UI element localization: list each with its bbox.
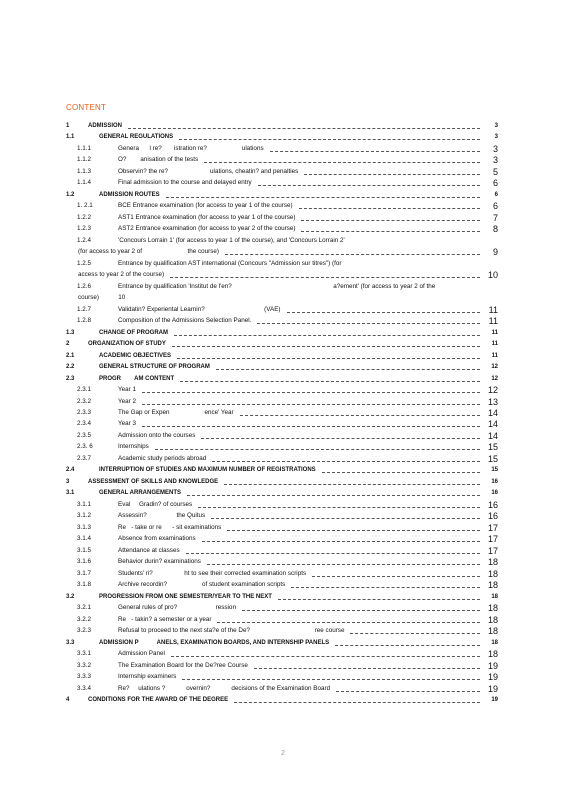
toc-entry-number: 3.3.2 — [77, 661, 92, 669]
toc-entry[interactable] — [0, 144, 566, 154]
toc-entry-number: 3.3.3 — [77, 673, 92, 681]
toc-entry-page: 18 — [487, 557, 498, 568]
toc-entry-page: 8 — [492, 224, 498, 235]
toc-entry-number: 1.3 — [66, 329, 75, 336]
toc-entry[interactable] — [0, 672, 566, 682]
toc-entry-page: 12 — [491, 364, 498, 371]
toc-entry-page: 19 — [487, 672, 498, 683]
toc-leader-line — [201, 438, 480, 439]
toc-entry-page: 17 — [487, 522, 498, 533]
toc-entry-title: CHANGE OF PROGRAM — [99, 329, 168, 336]
toc-entry[interactable] — [0, 305, 566, 315]
toc-entry-page: 15 — [491, 467, 498, 474]
toc-entry-title: ADMISSION ROUTES — [99, 191, 160, 198]
toc-entry-title: Admission onto the courses — [118, 431, 196, 439]
toc-entry[interactable] — [0, 419, 566, 429]
page-number: 2 — [281, 750, 285, 757]
toc-entry-title: Eval Gradin? of courses — [118, 500, 193, 508]
toc-entry-title: Entrance by qualification AST international (Concours "Admission sur titres") (for — [118, 259, 342, 267]
toc-entry-page: 16 — [487, 511, 498, 522]
toc-entry-title: PROGRESSION FROM ONE SEMESTER/YEAR TO THE NEXT — [99, 593, 272, 600]
toc-entry-title: Genera l re? istration re? ulations — [118, 144, 264, 152]
toc-entry[interactable] — [0, 374, 566, 384]
toc-entry[interactable] — [0, 465, 566, 475]
toc-entry-title: Attendance at classes — [118, 546, 180, 554]
toc-entry[interactable] — [0, 488, 566, 498]
toc-entry-number: 3.1.6 — [77, 558, 92, 566]
toc-entry-page: 19 — [491, 697, 498, 703]
toc-entry-number: 3.2.3 — [77, 627, 92, 635]
toc-entry-page: 18 — [487, 580, 498, 591]
toc-entry-title: GENERAL ARRANGEMENTS — [99, 490, 182, 497]
toc-entry-page: 18 — [487, 603, 498, 614]
toc-entry[interactable] — [0, 167, 566, 177]
toc-entry-page: 6 — [492, 201, 498, 212]
toc-entry[interactable] — [0, 385, 566, 395]
toc-leader-line — [299, 208, 480, 209]
toc-leader-line — [335, 645, 480, 646]
toc-entry[interactable] — [0, 178, 566, 188]
toc-leader-line — [254, 668, 480, 669]
toc-entry-title: Re - takin? a semester or a year — [118, 615, 212, 623]
toc-entry-title: Final admission to the course and delayed entry — [118, 179, 252, 187]
toc-leader-line — [142, 392, 480, 393]
toc-leader-line — [212, 461, 480, 462]
toc-entry-page: 18 — [491, 593, 498, 600]
toc-entry-number: 1.2.4 — [77, 236, 92, 244]
toc-entry-number: 1. 2.1 — [77, 202, 93, 210]
toc-leader-line — [312, 576, 480, 577]
toc-entry-page: 9 — [492, 247, 498, 258]
toc-leader-line — [301, 220, 480, 221]
toc-entry-page: 12 — [491, 375, 498, 382]
toc-leader-line — [182, 679, 480, 680]
toc-entry-number: 1.2 — [66, 191, 75, 198]
toc-entry-number: 4 — [66, 697, 70, 703]
toc-leader-line — [336, 691, 480, 692]
toc-leader-line — [287, 312, 480, 313]
toc-entry[interactable] — [0, 293, 566, 303]
toc-entry-page: 18 — [487, 626, 498, 637]
toc-entry-page: 14 — [487, 419, 498, 430]
toc-entry-page: 5 — [492, 166, 498, 177]
toc-entry[interactable] — [0, 328, 566, 338]
toc-entry-page: 11 — [491, 329, 498, 336]
toc-entry-title: CONDITIONS FOR THE AWARD OF THE DEGREE — [88, 697, 229, 703]
toc-entry-number: 3.1.1 — [77, 500, 92, 508]
toc-entry[interactable] — [0, 615, 566, 625]
toc-entry-number: 3.2 — [66, 593, 75, 600]
toc-leader-line — [270, 151, 480, 152]
toc-entry-page: 19 — [487, 683, 498, 694]
toc-entry-page: 12 — [487, 385, 498, 396]
toc-entry[interactable] — [0, 236, 566, 246]
toc-entry-title: Academic study periods abroad — [118, 454, 207, 462]
toc-entry-number: 2.3.1 — [77, 386, 92, 394]
toc-entry-number: 1.1.4 — [77, 179, 92, 187]
toc-entry[interactable] — [0, 592, 566, 602]
toc-entry-number: 1 — [66, 123, 70, 129]
toc-leader-line — [211, 518, 480, 519]
toc-entry-title: Validatin? Experiental Learnin? (VAE) — [118, 305, 281, 313]
toc-entry-page: 11 — [488, 304, 498, 315]
toc-entry[interactable] — [0, 511, 566, 521]
toc-entry-number: 2.3.4 — [77, 420, 92, 428]
toc-leader-line — [227, 530, 480, 531]
toc-entry-title: General rules of pro? ression — [118, 604, 236, 612]
toc-entry-page: 15 — [487, 453, 498, 464]
toc-entry-title: course) 10 — [78, 294, 126, 302]
toc-entry[interactable] — [0, 362, 566, 372]
toc-entry-page: 18 — [487, 614, 498, 625]
toc-entry[interactable] — [0, 500, 566, 510]
toc-entry-title: ACADEMIC OBJECTIVES — [99, 352, 172, 359]
toc-leader-line — [207, 564, 480, 565]
toc-entry[interactable] — [0, 259, 566, 269]
toc-entry[interactable] — [0, 477, 566, 487]
toc-entry-number: 2 — [66, 341, 70, 348]
toc-entry-number: 2.3 — [66, 375, 75, 382]
toc-entry-number: 2.3. 6 — [77, 443, 93, 451]
toc-entry-number: 3.1.2 — [77, 512, 92, 520]
toc-entry-title: ADMISSION P ANELS, EXAMINATION BOARDS, AND INTERNSHIP PANELS — [99, 639, 330, 646]
toc-entry-title: Year 3 — [118, 420, 136, 428]
toc-entry[interactable] — [0, 638, 566, 648]
toc-entry-page: 10 — [487, 270, 498, 281]
toc-entry[interactable] — [0, 247, 566, 257]
toc-entry-number: 2.4 — [66, 467, 75, 474]
toc-leader-line — [216, 369, 480, 370]
toc-entry-page: 16 — [487, 499, 498, 510]
toc-leader-line — [257, 323, 480, 324]
toc-entry[interactable] — [0, 155, 566, 165]
toc-entry-number: 1.2.3 — [77, 225, 92, 233]
toc-entry-title: Students' ri? ht to see their corrected examination scripts — [118, 569, 307, 577]
toc-entry-number: 2.2 — [66, 364, 75, 371]
toc-entry[interactable] — [0, 408, 566, 418]
toc-leader-line — [202, 541, 480, 542]
toc-entry[interactable] — [0, 580, 566, 590]
toc-entry[interactable] — [0, 603, 566, 613]
toc-entry[interactable] — [0, 213, 566, 223]
toc-entry-title: GENERAL REGULATIONS — [99, 134, 174, 141]
toc-entry[interactable] — [0, 523, 566, 533]
toc-entry-number: 3.3.1 — [77, 650, 92, 658]
toc-entry[interactable] — [0, 557, 566, 567]
toc-entry-page: 19 — [487, 660, 498, 671]
toc-heading: CONTENT — [66, 103, 107, 112]
toc-entry-number: 2.3.3 — [77, 409, 92, 416]
toc-entry[interactable] — [0, 569, 566, 579]
toc-entry-number: 2.3.7 — [77, 454, 92, 462]
toc-entry-title: Re? ulations ? overnin? decisions of the Examination Board — [118, 684, 331, 692]
toc-entry-title: Observin? the re? ulations, cheatin? and penalties — [118, 167, 299, 175]
toc-entry-title: access to year 2 of the course) — [78, 271, 165, 279]
toc-entry-number: 1.1.2 — [77, 156, 92, 164]
toc-entry[interactable] — [0, 339, 566, 349]
toc-entry-number: 3.2.2 — [77, 615, 92, 623]
toc-entry-number: 2.1 — [66, 352, 75, 359]
toc-leader-line — [301, 231, 480, 232]
toc-entry[interactable] — [0, 270, 566, 280]
toc-leader-line — [322, 472, 480, 473]
toc-leader-line — [128, 128, 480, 129]
toc-leader-line — [142, 426, 480, 427]
toc-leader-line — [258, 185, 480, 186]
toc-entry-number: 1.1.1 — [77, 144, 92, 152]
toc-leader-line — [174, 335, 480, 336]
toc-entry-page: 3 — [492, 155, 498, 166]
toc-entry-title: Assessin? the Quitus — [118, 512, 206, 520]
toc-entry-page: 18 — [491, 639, 498, 646]
toc-entry-page: 11 — [491, 341, 498, 348]
toc-entry-page: 3 — [492, 143, 498, 154]
toc-entry[interactable] — [0, 224, 566, 234]
toc-leader-line — [180, 381, 480, 382]
toc-leader-line — [179, 139, 480, 140]
toc-entry-title: Re - take or re - sit examinations — [118, 523, 222, 531]
toc-entry-title: Internships — [118, 443, 149, 451]
toc-entry-page: 17 — [487, 534, 498, 545]
toc-entry-title: ASSESSMENT OF SKILLS AND KNOWLEDGE — [88, 478, 219, 485]
toc-entry-number: 3.1.4 — [77, 535, 92, 543]
toc-entry-title: Archive recordin? of student examination scripts — [118, 581, 286, 589]
toc-entry[interactable] — [0, 282, 566, 292]
toc-leader-line — [242, 610, 480, 611]
toc-entry-title: ORGANIZATION OF STUDY — [88, 341, 166, 348]
toc-entry-page: 11 — [488, 316, 498, 327]
toc-entry[interactable] — [0, 649, 566, 659]
toc-leader-line — [225, 254, 480, 255]
toc-entry-page: 15 — [487, 442, 498, 453]
toc-entry[interactable] — [0, 190, 566, 200]
toc-entry-title: GENERAL STRUCTURE OF PROGRAM — [99, 364, 210, 371]
toc-entry-number: 1.2.6 — [77, 282, 92, 290]
toc-entry-title: ADMISSION — [88, 123, 123, 129]
toc-entry-title: Behavior durin? examinations — [118, 558, 201, 566]
toc-entry-title: Composition of the Admissions Selection Panel. — [118, 317, 252, 325]
toc-leader-line — [142, 404, 480, 405]
toc-entry-page: 7 — [492, 212, 498, 223]
toc-entry-number: 3.1.8 — [77, 581, 92, 589]
toc-entry-number: 1.2.2 — [77, 213, 92, 221]
toc-leader-line — [186, 553, 480, 554]
toc-leader-line — [177, 358, 480, 359]
toc-entry-page: 3 — [494, 123, 498, 129]
toc-entry-title: O? anisation of the tests — [118, 156, 199, 164]
toc-leader-line — [234, 702, 480, 703]
toc-leader-line — [171, 656, 480, 657]
toc-entry-page: 14 — [487, 408, 498, 418]
toc-entry-title: The Gap or Expen ence' Year — [118, 409, 234, 416]
toc-entry-number: 2.3.5 — [77, 431, 92, 439]
toc-entry-page: 13 — [487, 396, 498, 407]
toc-entry-title: AST2 Entrance examination (for access to year 2 of the course) — [118, 225, 296, 233]
toc-leader-line — [166, 197, 480, 198]
toc-entry[interactable] — [0, 316, 566, 326]
toc-entry-page: 18 — [487, 568, 498, 579]
toc-leader-line — [291, 587, 480, 588]
toc-leader-line — [350, 633, 480, 634]
toc-leader-line — [217, 622, 480, 623]
toc-leader-line — [278, 599, 480, 600]
toc-entry-title: 'Concours Lorrain 1' (for access to year 1 of the course), and 'Concours Lorrain 2' — [118, 236, 345, 244]
toc-entry-title: BCE Entrance examination (for access to year 1 of the course) — [118, 202, 293, 210]
toc-entry-title: Admission Panel — [118, 650, 165, 658]
toc-leader-line — [224, 484, 480, 485]
toc-entry-title: Absence from examinations — [118, 535, 196, 543]
toc-entry-number: 3.3.4 — [77, 684, 92, 692]
toc-entry-page: 16 — [491, 490, 498, 497]
toc-entry[interactable] — [0, 121, 566, 131]
toc-entry[interactable] — [0, 454, 566, 464]
toc-entry[interactable] — [0, 684, 566, 694]
toc-entry-page: 6 — [492, 178, 498, 189]
toc-entry-title: Year 1 — [118, 386, 136, 394]
toc-entry-number: 2.3.2 — [77, 397, 92, 405]
toc-entry-number: 3.2.1 — [77, 604, 92, 612]
toc-entry-number: 1.1.3 — [77, 167, 92, 175]
toc-entry-title: Refusal to proceed to the next sta?e of the De? ree course — [118, 627, 345, 635]
toc-entry[interactable] — [0, 431, 566, 441]
toc-entry-page: 17 — [487, 545, 498, 556]
toc-entry[interactable] — [0, 397, 566, 407]
toc-entry[interactable] — [0, 546, 566, 556]
toc-entry-number: 3.1 — [66, 490, 75, 497]
toc-entry-number: 1.2.7 — [77, 305, 92, 313]
toc-entry-number: 3.3 — [66, 639, 75, 646]
toc-entry[interactable] — [0, 695, 566, 705]
toc-entry-page: 6 — [494, 191, 498, 198]
toc-entry-number: 3 — [66, 478, 70, 485]
toc-leader-line — [172, 346, 480, 347]
toc-leader-line — [204, 162, 480, 163]
toc-entry[interactable] — [0, 201, 566, 211]
toc-entry-number: 1.1 — [66, 134, 75, 141]
toc-leader-line — [198, 507, 480, 508]
toc-entry[interactable] — [0, 442, 566, 452]
toc-entry-title: Entrance by qualification 'Institut de l'en? a?ement' (for access to year 2 of the — [118, 282, 436, 290]
toc-entry-page: 16 — [491, 478, 498, 485]
toc-entry-number: 3.1.3 — [77, 523, 92, 531]
toc-entry-title: Year 2 — [118, 397, 136, 405]
toc-leader-line — [170, 277, 480, 278]
toc-entry-number: 1.2.8 — [77, 317, 92, 325]
toc-leader-line — [187, 495, 480, 496]
toc-entry-title: Internship examiners — [118, 673, 177, 681]
toc-entry-title: (for access to year 2 of the course) — [78, 248, 220, 256]
toc-entry[interactable] — [0, 132, 566, 142]
toc-entry[interactable] — [0, 626, 566, 636]
toc-entry-title: AST1 Entrance examination (for access to year 1 of the course) — [118, 213, 296, 221]
toc-entry-title: The Examination Board for the De?ree Course — [118, 661, 248, 669]
toc-entry-title: INTERRUPTION OF STUDIES AND MAXIMUM NUMBER OF REGISTRATIONS — [99, 467, 316, 474]
toc-leader-line — [304, 174, 480, 175]
toc-entry-page: 18 — [487, 649, 498, 660]
toc-entry-page: 14 — [487, 430, 498, 441]
toc-entry-number: 3.1.7 — [77, 569, 92, 577]
toc-entry[interactable] — [0, 661, 566, 671]
toc-entry-title: PROGR AM CONTENT — [99, 375, 175, 382]
toc-entry-page: 11 — [491, 352, 498, 359]
toc-leader-line — [155, 449, 480, 450]
toc-entry-page: 3 — [494, 134, 498, 141]
toc-entry-number: 1.2.5 — [77, 259, 92, 267]
toc-entry-number: 3.1.5 — [77, 546, 92, 554]
toc-leader-line — [240, 415, 480, 416]
toc-entry[interactable] — [0, 534, 566, 544]
toc-entry[interactable] — [0, 351, 566, 361]
